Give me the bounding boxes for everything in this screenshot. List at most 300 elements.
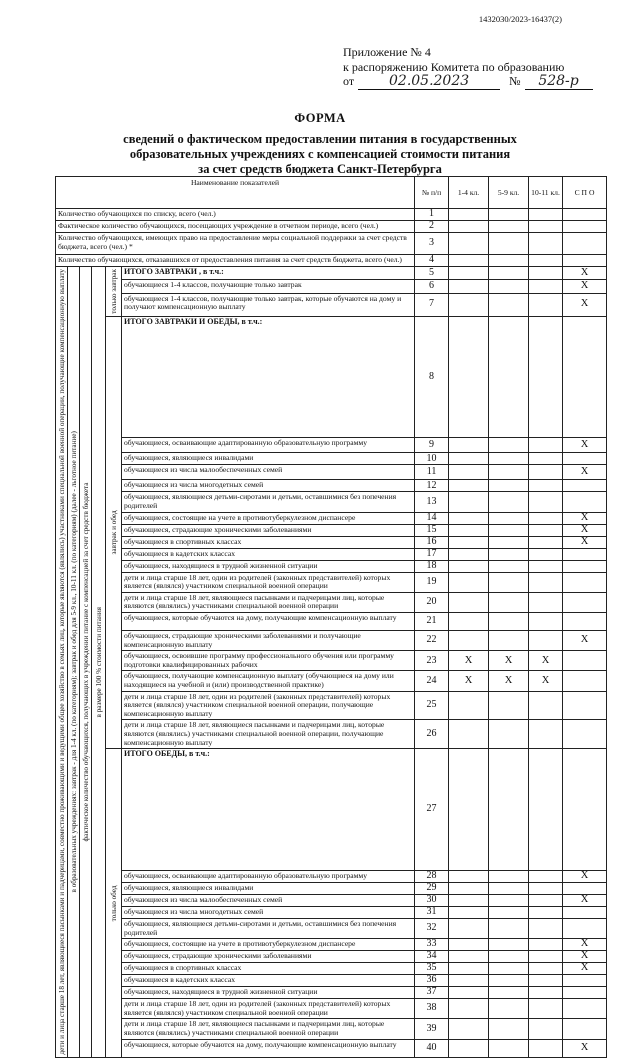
applicability-mark [563, 749, 607, 871]
applicability-mark [529, 906, 563, 918]
row-number: 9 [415, 438, 449, 453]
applicability-mark [449, 560, 489, 572]
applicability-mark: X [489, 671, 529, 691]
applicability-mark: X [563, 963, 607, 975]
indicator-label: обучающиеся, находящиеся в трудной жизненной ситуации [122, 987, 415, 999]
row-number: 22 [415, 631, 449, 651]
applicability-mark [529, 221, 563, 233]
row-number: 31 [415, 906, 449, 918]
applicability-mark [563, 560, 607, 572]
applicability-mark [529, 592, 563, 612]
applicability-mark [489, 316, 529, 438]
applicability-mark [489, 512, 529, 524]
applicability-mark [529, 918, 563, 938]
applicability-mark [489, 720, 529, 749]
table-row [56, 512, 607, 524]
applicability-mark [563, 918, 607, 938]
from-label: от [343, 74, 355, 88]
table-row [56, 963, 607, 975]
form-title-line: образовательных учреждениях с компенсацией стоимости питания [129, 147, 511, 161]
table-row [56, 613, 607, 631]
applicability-mark [529, 536, 563, 548]
vertical-label-meal-type: завтрак и обед [106, 316, 122, 748]
applicability-mark: X [529, 651, 563, 671]
applicability-mark [489, 987, 529, 999]
applicability-mark [489, 882, 529, 894]
applicability-mark [563, 720, 607, 749]
indicator-label: обучающиеся, осваивающие адаптированную образовательную программу [122, 438, 415, 453]
row-number: 15 [415, 524, 449, 536]
table-row [56, 255, 607, 267]
form-table [55, 176, 607, 1058]
handwritten-date: 02.05.2023 [358, 74, 500, 90]
applicability-mark [529, 293, 563, 316]
applicability-mark [449, 613, 489, 631]
applicability-mark [529, 1019, 563, 1039]
applicability-mark [489, 233, 529, 255]
applicability-mark [563, 492, 607, 512]
indicator-label: обучающиеся, которые обучаются на дому, получающие компенсационную выплату [122, 1039, 415, 1057]
applicability-mark [489, 631, 529, 651]
applicability-mark [563, 906, 607, 918]
applicability-mark [529, 749, 563, 871]
applicability-mark [449, 255, 489, 267]
applicability-mark [449, 749, 489, 871]
indicator-label: ИТОГО ЗАВТРАКИ , в т.ч.: [122, 267, 415, 280]
applicability-mark [489, 1019, 529, 1039]
table-row [56, 233, 607, 255]
indicator-label: ИТОГО ЗАВТРАКИ И ОБЕДЫ, в т.ч.: [122, 316, 415, 438]
applicability-mark [449, 548, 489, 560]
applicability-mark [449, 512, 489, 524]
number-label: № [509, 74, 521, 88]
header-grade-5-9: 5-9 кл. [489, 177, 529, 209]
applicability-mark [529, 572, 563, 592]
appendix-block [343, 45, 593, 90]
applicability-mark [489, 975, 529, 987]
table-row [56, 870, 607, 882]
table-row [56, 939, 607, 951]
indicator-label: обучающиеся, являющиеся инвалидами [122, 453, 415, 465]
table-row [56, 631, 607, 651]
applicability-mark: X [563, 293, 607, 316]
applicability-mark [529, 870, 563, 882]
applicability-mark [449, 453, 489, 465]
row-number: 10 [415, 453, 449, 465]
indicator-label: обучающиеся, освоившие программу профессионального обучения или программу подготовки квалифицированных рабочих [122, 651, 415, 671]
indicator-label: Количество обучающихся по списку, всего (чел.) [56, 209, 415, 221]
applicability-mark [449, 870, 489, 882]
applicability-mark [529, 255, 563, 267]
applicability-mark [449, 1039, 489, 1057]
indicator-label: обучающиеся, являющиеся детьми-сиротами и детьми, оставшимися без попечения родителей [122, 918, 415, 938]
applicability-mark [529, 209, 563, 221]
row-number: 38 [415, 999, 449, 1019]
row-number: 26 [415, 720, 449, 749]
applicability-mark [489, 592, 529, 612]
row-number: 3 [415, 233, 449, 255]
applicability-mark [489, 453, 529, 465]
indicator-label: обучающиеся, страдающие хроническими заболеваниями и получающие компенсационную выплату [122, 631, 415, 651]
table-row [56, 987, 607, 999]
applicability-mark [489, 480, 529, 492]
applicability-mark [449, 963, 489, 975]
applicability-mark [449, 939, 489, 951]
applicability-mark [563, 671, 607, 691]
applicability-mark [449, 209, 489, 221]
row-number: 16 [415, 536, 449, 548]
applicability-mark [449, 975, 489, 987]
row-number: 33 [415, 939, 449, 951]
indicator-label: обучающиеся из числа малообеспеченных семей [122, 894, 415, 906]
applicability-mark [529, 720, 563, 749]
applicability-mark: X [449, 671, 489, 691]
appendix-title: Приложение № 4 [343, 45, 431, 59]
applicability-mark [449, 987, 489, 999]
table-row [56, 1039, 607, 1057]
indicator-label: дети и лица старше 18 лет, являющиеся пасынками и падчерицами лиц, которые являются (являлись) участниками специальной военной операции [122, 592, 415, 612]
indicator-label: обучающиеся в спортивных классах [122, 963, 415, 975]
vertical-label-actual-count: фактическое количество обучающихся, получающих в учреждении питание с компенсацией за счет средств бюджета [80, 267, 92, 1058]
indicator-label: обучающиеся, которые обучаются на дому, получающие компенсационную выплату [122, 613, 415, 631]
applicability-mark [449, 720, 489, 749]
applicability-mark [529, 560, 563, 572]
table-row [56, 951, 607, 963]
applicability-mark [489, 560, 529, 572]
row-number: 25 [415, 691, 449, 720]
row-number: 34 [415, 951, 449, 963]
applicability-mark [529, 492, 563, 512]
row-number: 29 [415, 882, 449, 894]
header-grade-1-4: 1-4 кл. [449, 177, 489, 209]
applicability-mark: X [529, 671, 563, 691]
indicator-label: дети и лица старше 18 лет, являющиеся пасынками и падчерицами лиц, которые являются (являлись) участниками специальной военной операции, получающие компенсационную выплату [122, 720, 415, 749]
applicability-mark [449, 906, 489, 918]
applicability-mark: X [563, 536, 607, 548]
applicability-mark: X [489, 651, 529, 671]
applicability-mark [529, 963, 563, 975]
applicability-mark [489, 939, 529, 951]
row-number: 23 [415, 651, 449, 671]
table-row [56, 438, 607, 453]
header-grade-10-11: 10-11 кл. [529, 177, 563, 209]
table-row [56, 906, 607, 918]
applicability-mark [489, 524, 529, 536]
form-title [0, 111, 640, 177]
row-number: 7 [415, 293, 449, 316]
table-row [56, 999, 607, 1019]
applicability-mark: X [563, 438, 607, 453]
row-number: 8 [415, 316, 449, 438]
row-number: 40 [415, 1039, 449, 1057]
applicability-mark [563, 691, 607, 720]
applicability-mark [449, 492, 489, 512]
indicator-label: обучающиеся, страдающие хроническими заболеваниями [122, 951, 415, 963]
row-number: 32 [415, 918, 449, 938]
vertical-label-meal-type: только завтрак [106, 267, 122, 317]
row-number: 37 [415, 987, 449, 999]
applicability-mark [449, 316, 489, 438]
applicability-mark: X [563, 894, 607, 906]
table-row [56, 267, 607, 280]
applicability-mark [529, 1039, 563, 1057]
row-number: 19 [415, 572, 449, 592]
applicability-mark [489, 691, 529, 720]
table-row [56, 492, 607, 512]
applicability-mark [563, 233, 607, 255]
indicator-label: обучающиеся из числа малообеспеченных семей [122, 465, 415, 480]
indicator-label: обучающиеся, состоящие на учете в противотуберкулезном диспансере [122, 512, 415, 524]
applicability-mark [449, 918, 489, 938]
indicator-label: обучающиеся, являющиеся детьми-сиротами и детьми, оставшимися без попечения родителей [122, 492, 415, 512]
indicator-label: Фактическое количество обучающихся, посещающих учреждение в отчетном периоде, всего (чел.) [56, 221, 415, 233]
applicability-mark [563, 221, 607, 233]
row-number: 27 [415, 749, 449, 871]
table-row [56, 882, 607, 894]
indicator-label: обучающиеся 1-4 классов, получающие только завтрак [122, 280, 415, 293]
row-number: 18 [415, 560, 449, 572]
applicability-mark [529, 939, 563, 951]
applicability-mark [529, 882, 563, 894]
applicability-mark: X [563, 1039, 607, 1057]
applicability-mark [529, 987, 563, 999]
indicator-label: обучающиеся, получающие компенсационную выплату (обучающиеся на дому или находящиеся на учебной и (или) производственной практике) [122, 671, 415, 691]
applicability-mark [449, 280, 489, 293]
applicability-mark [489, 963, 529, 975]
table-row [56, 560, 607, 572]
applicability-mark [489, 293, 529, 316]
table-header-row [56, 177, 607, 209]
row-number: 14 [415, 512, 449, 524]
applicability-mark [529, 480, 563, 492]
applicability-mark [563, 975, 607, 987]
applicability-mark [449, 1019, 489, 1039]
row-number: 17 [415, 548, 449, 560]
appendix-reference: к распоряжению Комитета по образованию [343, 59, 565, 74]
applicability-mark [529, 548, 563, 560]
applicability-mark [529, 233, 563, 255]
applicability-mark: X [563, 631, 607, 651]
vertical-label-participants: дети и лица старше 18 лет, являющиеся пасынками и падчерицами, совместно проживающими и ведущими общее хозяйство в семьях лиц, которые являются (являлись) участниками специальной военной операции, получающие компенсационную выплату [56, 267, 68, 1058]
applicability-mark [563, 999, 607, 1019]
applicability-mark [449, 524, 489, 536]
applicability-mark [563, 548, 607, 560]
row-number: 35 [415, 963, 449, 975]
applicability-mark [489, 1039, 529, 1057]
vertical-label-institutions: в образовательных учреждениях: завтрак - для 1-4 кл. (по категориям); завтрак и обед для 5-9 кл., 10-11 кл. (по категориям) (далее - льготное питание) [68, 267, 80, 1058]
document-number: 1432030/2023-16437(2) [478, 14, 562, 24]
applicability-mark [563, 316, 607, 438]
table-row [56, 671, 607, 691]
applicability-mark [529, 316, 563, 438]
table-row [56, 572, 607, 592]
table-row [56, 548, 607, 560]
header-name: Наименование показателей [56, 177, 415, 209]
row-number: 30 [415, 894, 449, 906]
applicability-mark [449, 691, 489, 720]
applicability-mark [489, 267, 529, 280]
row-number: 4 [415, 255, 449, 267]
applicability-mark: X [563, 870, 607, 882]
applicability-mark [449, 438, 489, 453]
row-number: 39 [415, 1019, 449, 1039]
applicability-mark [449, 221, 489, 233]
indicator-label: обучающиеся 1-4 классов, получающие только завтрак, которые обучаются на дому и получают компенсационную выплату [122, 293, 415, 316]
applicability-mark [489, 613, 529, 631]
applicability-mark [563, 987, 607, 999]
applicability-mark [529, 438, 563, 453]
applicability-mark [489, 548, 529, 560]
table-row [56, 749, 607, 871]
table-row [56, 465, 607, 480]
row-number: 13 [415, 492, 449, 512]
applicability-mark [489, 999, 529, 1019]
table-row [56, 918, 607, 938]
table-row [56, 651, 607, 671]
applicability-mark [449, 536, 489, 548]
applicability-mark [563, 592, 607, 612]
table-row [56, 720, 607, 749]
row-number: 21 [415, 613, 449, 631]
applicability-mark [489, 465, 529, 480]
indicator-label: Количество обучающихся, отказавшихся от предоставления питания за счет средств бюджета, всего (чел.) [56, 255, 415, 267]
applicability-mark [563, 882, 607, 894]
applicability-mark [449, 293, 489, 316]
applicability-mark [449, 572, 489, 592]
applicability-mark: X [563, 524, 607, 536]
applicability-mark [529, 631, 563, 651]
applicability-mark [449, 465, 489, 480]
applicability-mark [489, 221, 529, 233]
applicability-mark [563, 651, 607, 671]
header-num: № п/п [415, 177, 449, 209]
applicability-mark [489, 951, 529, 963]
applicability-mark [449, 480, 489, 492]
indicator-label: обучающиеся в кадетских классах [122, 975, 415, 987]
table-row [56, 1019, 607, 1039]
applicability-mark [489, 438, 529, 453]
applicability-mark [489, 280, 529, 293]
indicator-label: Количество обучающихся, имеющих право на предоставление меры социальной поддержки за счет средств бюджета, всего (чел.) * [56, 233, 415, 255]
indicator-label: ИТОГО ОБЕДЫ, в т.ч.: [122, 749, 415, 871]
applicability-mark [563, 480, 607, 492]
applicability-mark [529, 691, 563, 720]
row-number: 24 [415, 671, 449, 691]
vertical-label-cost-size: в размере 100 % стоимости питания [92, 267, 106, 1058]
applicability-mark [449, 233, 489, 255]
table-row [56, 209, 607, 221]
applicability-mark [529, 280, 563, 293]
indicator-label: дети и лица старше 18 лет, один из родителей (законных представителей) которых является (являлся) участником специальной военной операции [122, 572, 415, 592]
applicability-mark [449, 951, 489, 963]
indicator-label: обучающиеся из числа многодетных семей [122, 480, 415, 492]
applicability-mark [449, 999, 489, 1019]
row-number: 20 [415, 592, 449, 612]
vertical-label-meal-type: только обед [106, 749, 122, 1057]
applicability-mark [489, 492, 529, 512]
table-row [56, 221, 607, 233]
indicator-label: обучающиеся из числа многодетных семей [122, 906, 415, 918]
indicator-label: обучающиеся, страдающие хроническими заболеваниями [122, 524, 415, 536]
applicability-mark: X [563, 939, 607, 951]
applicability-mark [489, 209, 529, 221]
applicability-mark [489, 918, 529, 938]
form-heading: ФОРМА [294, 111, 346, 125]
applicability-mark [563, 453, 607, 465]
applicability-mark [489, 906, 529, 918]
row-number: 1 [415, 209, 449, 221]
row-number: 12 [415, 480, 449, 492]
applicability-mark [529, 975, 563, 987]
indicator-label: дети и лица старше 18 лет, один из родителей (законных представителей) которых является (являлся) участником специальной военной операции, получающие компенсационную выплату [122, 691, 415, 720]
table-row [56, 453, 607, 465]
table-row [56, 691, 607, 720]
applicability-mark [489, 536, 529, 548]
indicator-label: дети и лица старше 18 лет, один из родителей (законных представителей) которых является (являлся) участником специальной военной операции [122, 999, 415, 1019]
indicator-label: дети и лица старше 18 лет, являющиеся пасынками и падчерицами лиц, которые являются (являлись) участниками специальной военной операции [122, 1019, 415, 1039]
table-row [56, 480, 607, 492]
applicability-mark [563, 1019, 607, 1039]
indicator-label: обучающиеся в спортивных классах [122, 536, 415, 548]
applicability-mark [489, 572, 529, 592]
applicability-mark [529, 512, 563, 524]
applicability-mark [489, 749, 529, 871]
handwritten-number: 528-р [525, 74, 593, 90]
header-spo: С П О [563, 177, 607, 209]
applicability-mark [529, 613, 563, 631]
table-row [56, 280, 607, 293]
applicability-mark: X [563, 512, 607, 524]
indicator-label: обучающиеся, осваивающие адаптированную образовательную программу [122, 870, 415, 882]
indicator-label: обучающиеся, состоящие на учете в противотуберкулезном диспансере [122, 939, 415, 951]
applicability-mark [563, 572, 607, 592]
applicability-mark [489, 255, 529, 267]
applicability-mark: X [563, 280, 607, 293]
row-number: 5 [415, 267, 449, 280]
form-title-line: сведений о фактическом предоставлении питания в государственных [123, 132, 517, 146]
applicability-mark [489, 870, 529, 882]
applicability-mark [529, 999, 563, 1019]
applicability-mark: X [563, 951, 607, 963]
table-body [56, 209, 607, 1058]
row-number: 11 [415, 465, 449, 480]
applicability-mark [529, 951, 563, 963]
table-row [56, 293, 607, 316]
form-title-line: за счет средств бюджета Санкт-Петербурга [198, 162, 442, 176]
applicability-mark: X [563, 267, 607, 280]
applicability-mark [449, 592, 489, 612]
indicator-label: обучающиеся в кадетских классах [122, 548, 415, 560]
applicability-mark [529, 524, 563, 536]
applicability-mark [563, 255, 607, 267]
indicator-label: обучающиеся, находящиеся в трудной жизненной ситуации [122, 560, 415, 572]
applicability-mark: X [449, 651, 489, 671]
row-number: 36 [415, 975, 449, 987]
applicability-mark [529, 453, 563, 465]
row-number: 28 [415, 870, 449, 882]
applicability-mark [449, 631, 489, 651]
table-row [56, 536, 607, 548]
table-row [56, 316, 607, 438]
row-number: 6 [415, 280, 449, 293]
applicability-mark [529, 465, 563, 480]
table-row [56, 592, 607, 612]
applicability-mark [449, 267, 489, 280]
applicability-mark [449, 882, 489, 894]
row-number: 2 [415, 221, 449, 233]
applicability-mark [563, 613, 607, 631]
applicability-mark [529, 267, 563, 280]
